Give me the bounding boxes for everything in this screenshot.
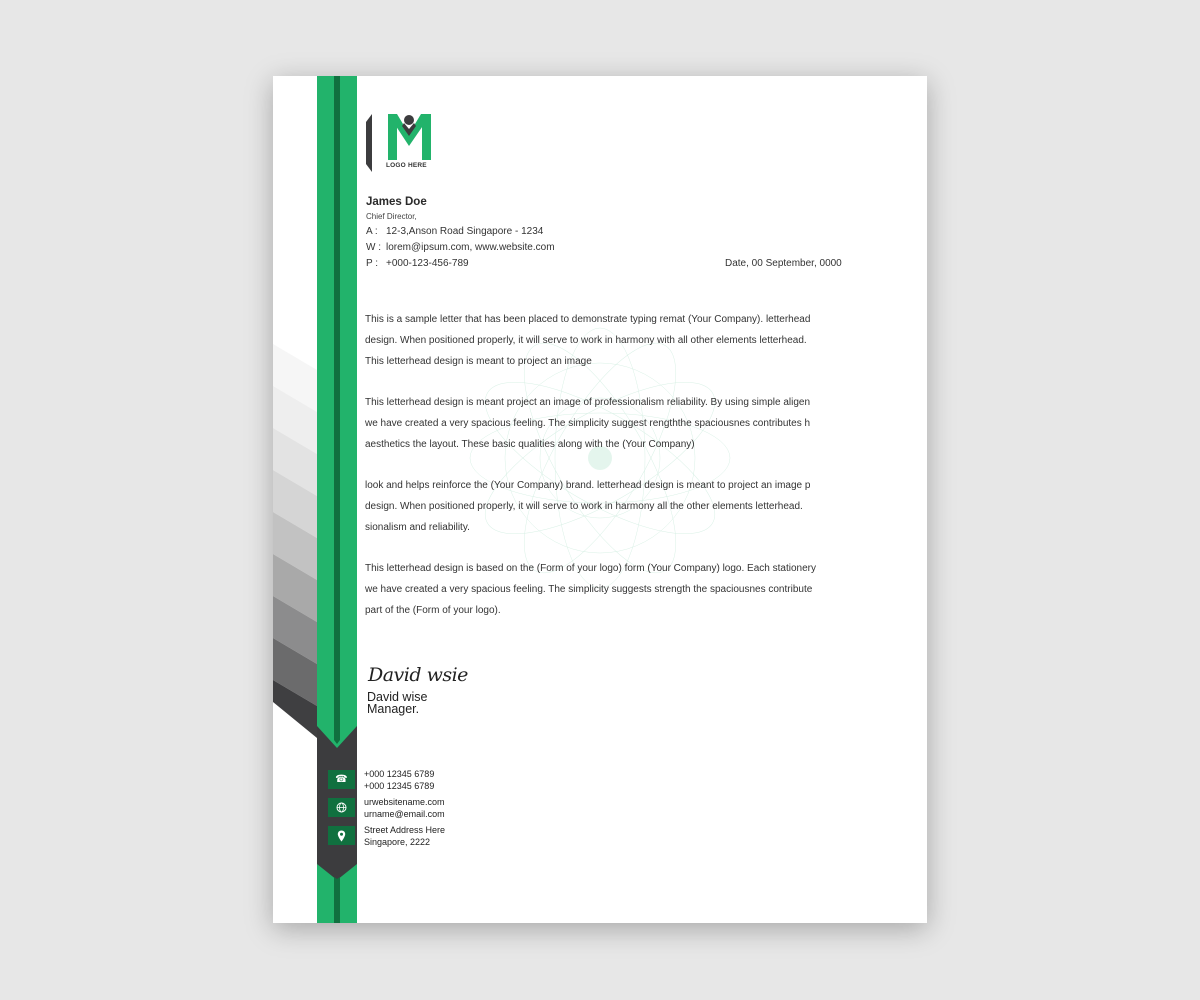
letter-date: Date, 00 September, 0000 xyxy=(725,258,842,269)
sender-phone xyxy=(366,258,469,269)
body-paragraph-2 xyxy=(365,392,900,455)
footer-website: urwebsitename.com xyxy=(364,797,445,807)
address-value: 12-3,Anson Road Singapore - 1234 xyxy=(386,226,544,237)
footer-phone-line: +000 12345 6789 xyxy=(364,781,435,791)
location-pin-icon xyxy=(328,826,355,845)
phone-key: P : xyxy=(366,258,379,269)
phone-value: +000-123-456-789 xyxy=(386,258,469,269)
address-key: A : xyxy=(366,226,378,237)
grey-chevron-stripes xyxy=(273,344,317,738)
footer-phone-line: +000 12345 6789 xyxy=(364,769,435,779)
footer-address-line: Street Address Here xyxy=(364,825,446,835)
body-line: This letterhead design is based on the (Form of your logo) form (Your Company) logo. Each stationery xyxy=(365,563,816,574)
logo-caption: LOGO HERE xyxy=(386,162,427,169)
body-line: This is a sample letter that has been placed to demonstrate typing remat (Your Company). letterhead xyxy=(365,314,811,325)
footer-email: urname@email.com xyxy=(364,809,445,819)
body-line: aesthetics the layout. These basic qualities along with the (Your Company) xyxy=(365,439,695,450)
body-line: This letterhead design is meant project an image of professionalism reliability. By using simple aligen xyxy=(365,397,811,408)
globe-icon xyxy=(328,798,355,817)
footer-web xyxy=(364,796,445,820)
body-paragraph-3 xyxy=(365,475,900,538)
sender-web xyxy=(366,242,555,253)
letterhead-page xyxy=(273,76,927,923)
sender-name: James Doe xyxy=(366,196,427,208)
signatory-block xyxy=(367,691,427,715)
body-paragraph-1 xyxy=(365,309,900,372)
handwritten-signature: David wsie xyxy=(368,664,468,686)
body-line: design. When positioned properly, it will serve to work in harmony with all other elements letterhead. xyxy=(365,335,807,346)
sender-address xyxy=(366,226,543,237)
signatory-title: Manager. xyxy=(367,702,420,716)
body-paragraph-4 xyxy=(365,558,900,621)
body-line: sionalism and reliability. xyxy=(365,522,470,533)
phone-icon: ☎ xyxy=(328,770,355,789)
body-line: design. When positioned properly, it will serve to work in harmony all the other elements letterhead. xyxy=(365,501,803,512)
green-band-upper-inner xyxy=(334,76,340,744)
web-key: W : xyxy=(366,242,381,253)
footer-address-line: Singapore, 2222 xyxy=(364,837,431,847)
signatory-name: David wise xyxy=(367,690,428,704)
green-band-lower-inner xyxy=(334,877,340,923)
footer-address xyxy=(364,824,445,848)
body-line: part of the (Form of your logo). xyxy=(365,605,501,616)
body-line: This letterhead design is meant to project an image xyxy=(365,356,592,367)
web-value: lorem@ipsum.com, www.website.com xyxy=(386,242,555,253)
body-line: we have created a very spacious feeling. The simplicity suggests strength the spaciousnes contribute xyxy=(365,584,813,595)
body-line: we have created a very spacious feeling. The simplicity suggest rengththe spaciousnes contributes h xyxy=(365,418,811,429)
body-line: look and helps reinforce the (Your Company) brand. letterhead design is meant to project an image p xyxy=(365,480,811,491)
footer-phone xyxy=(364,768,434,792)
sender-title: Chief Director, xyxy=(366,212,417,221)
